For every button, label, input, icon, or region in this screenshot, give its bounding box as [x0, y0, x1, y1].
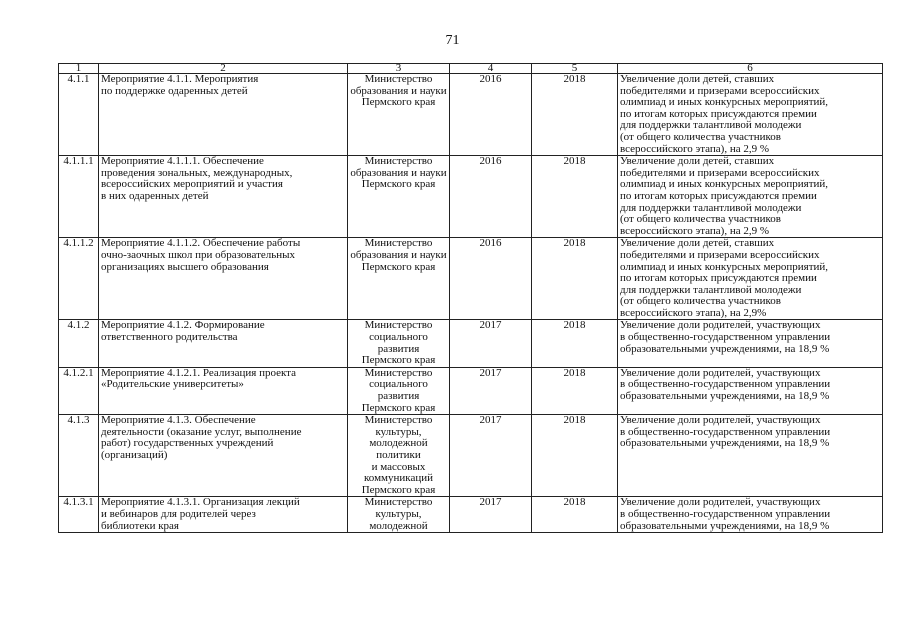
result-text-line: Увеличение доли детей, ставших — [620, 237, 775, 250]
executor-cell — [348, 367, 450, 414]
result-cell — [618, 367, 883, 414]
result-text-line: для поддержки талантливой молодежи — [620, 201, 802, 214]
table-row — [59, 497, 883, 533]
event-text-line: «Родительские университеты» — [101, 378, 244, 391]
column-header: 5 — [532, 64, 618, 74]
result-text-line: Увеличение доли родителей, участвующих — [620, 414, 821, 427]
executor-text-line: политики — [376, 449, 421, 461]
executor-text-line: молодежной — [369, 437, 428, 450]
event-text-line: библиотеки края — [101, 519, 179, 532]
executor-text-line: социального — [369, 331, 428, 344]
result-text-line: всероссийского этапа), на 2,9 % — [620, 224, 770, 237]
executor-cell — [348, 156, 450, 238]
result-text-line: образовательными учреждениями, на 18,9 % — [620, 437, 830, 450]
event-text-line: и вебинаров для родителей через — [101, 507, 256, 520]
executor-cell — [348, 74, 450, 156]
event-cell — [99, 156, 348, 238]
page-bottom-margin — [0, 597, 905, 640]
event-cell — [99, 367, 348, 414]
executor-text-line: Пермского края — [361, 96, 436, 109]
result-text-line: в общественно-государственном управлении — [620, 425, 831, 438]
executor-text-line: коммуникаций — [364, 472, 433, 485]
event-text-line: Мероприятие 4.1.3. Обеспечение — [101, 414, 256, 427]
result-text-line: победителями и призерами всероссийских — [620, 248, 820, 261]
event-text-line: ответственного родительства — [101, 331, 238, 344]
executor-cell — [348, 320, 450, 367]
table-row — [59, 320, 883, 367]
result-text-line: (от общего количества участников — [620, 130, 781, 143]
end-year: 2018 — [532, 238, 618, 320]
start-year: 2017 — [450, 367, 532, 414]
event-text-line: деятельности (оказание услуг, выполнение — [101, 425, 302, 438]
program-table — [58, 63, 883, 533]
table-row — [59, 415, 883, 497]
end-year: 2018 — [532, 74, 618, 156]
start-year: 2017 — [450, 415, 532, 497]
executor-cell — [348, 415, 450, 497]
table-body — [59, 64, 883, 533]
result-text-line: по итогам которых присуждаются премии — [620, 272, 817, 285]
executor-text-line: Министерство — [364, 414, 433, 427]
event-cell — [99, 238, 348, 320]
result-text-line: победителями и призерами всероссийских — [620, 84, 820, 97]
column-header: 1 — [59, 64, 99, 74]
result-text-line: Увеличение доли детей, ставших — [620, 155, 775, 168]
event-text-line: очно-заочных школ при образовательных — [101, 248, 296, 261]
executor-text-line: культуры, — [375, 425, 422, 438]
end-year: 2018 — [532, 415, 618, 497]
event-text-line: Мероприятие 4.1.1.2. Обеспечение работы — [101, 237, 301, 250]
result-text-line: всероссийского этапа), на 2,9% — [620, 306, 767, 319]
executor-text-line: образования и науки — [350, 248, 447, 261]
result-text-line: олимпиад и иных конкурсных мероприятий, — [620, 178, 829, 191]
result-cell — [618, 320, 883, 367]
executor-text-line: социального — [369, 378, 428, 391]
executor-text-line: Министерство — [364, 319, 433, 332]
executor-text-line: образования и науки — [350, 166, 447, 179]
result-text-line: олимпиад и иных конкурсных мероприятий, — [620, 260, 829, 273]
executor-text-line: Министерство — [364, 237, 433, 250]
result-cell — [618, 497, 883, 533]
start-year: 2017 — [450, 497, 532, 533]
page-number: 71 — [445, 33, 460, 48]
executor-text-line: Пермского края — [361, 354, 436, 367]
executor-text-line: Министерство — [364, 73, 433, 85]
executor-text-line: образования и науки — [350, 84, 447, 97]
result-text-line: по итогам которых присуждаются премии — [620, 107, 817, 120]
executor-text-line: Пермского края — [361, 401, 436, 414]
executor-cell — [348, 497, 450, 533]
row-code: 4.1.3.1 — [59, 497, 99, 533]
start-year: 2016 — [450, 74, 532, 156]
result-text-line: (от общего количества участников — [620, 295, 781, 308]
end-year: 2018 — [532, 367, 618, 414]
column-header: 2 — [99, 64, 348, 74]
event-text-line: Мероприятие 4.1.3.1. Организация лекций — [101, 496, 300, 509]
result-text-line: в общественно-государственном управлении — [620, 507, 831, 520]
table-row — [59, 238, 883, 320]
result-text-line: по итогам которых присуждаются премии — [620, 189, 817, 202]
event-cell — [99, 74, 348, 156]
start-year: 2016 — [450, 238, 532, 320]
column-header: 6 — [618, 64, 883, 74]
event-text-line: всероссийских мероприятий и участия — [101, 178, 283, 191]
column-header: 3 — [348, 64, 450, 74]
row-code: 4.1.1.2 — [59, 238, 99, 320]
event-cell — [99, 497, 348, 533]
row-code: 4.1.1 — [59, 74, 99, 156]
event-text-line: организациях высшего образования — [101, 260, 269, 273]
event-text-line: в них одаренных детей — [101, 189, 209, 202]
result-text-line: для поддержки талантливой молодежи — [620, 283, 802, 296]
column-header-row — [59, 64, 883, 74]
event-text-line: проведения зональных, международных, — [101, 166, 293, 179]
result-text-line: образовательными учреждениями, на 18,9 % — [620, 390, 830, 403]
row-code: 4.1.2.1 — [59, 367, 99, 414]
executor-text-line: молодежной — [369, 519, 428, 532]
executor-text-line: и массовых — [371, 460, 426, 473]
executor-text-line: Министерство — [364, 496, 433, 509]
result-cell — [618, 156, 883, 238]
table-row — [59, 156, 883, 238]
event-text-line: по поддержке одаренных детей — [101, 84, 248, 97]
result-text-line: (от общего количества участников — [620, 213, 781, 226]
event-text-line: Мероприятие 4.1.1. Мероприятия — [101, 73, 259, 85]
end-year: 2018 — [532, 156, 618, 238]
event-text-line: Мероприятие 4.1.2.1. Реализация проекта — [101, 367, 297, 379]
end-year: 2018 — [532, 497, 618, 533]
table-row — [59, 367, 883, 414]
executor-text-line: Министерство — [364, 367, 433, 379]
result-text-line: Увеличение доли родителей, участвующих — [620, 367, 821, 379]
event-text-line: Мероприятие 4.1.1.1. Обеспечение — [101, 155, 264, 168]
event-text-line: Мероприятие 4.1.2. Формирование — [101, 319, 265, 332]
row-code: 4.1.2 — [59, 320, 99, 367]
end-year: 2018 — [532, 320, 618, 367]
start-year: 2017 — [450, 320, 532, 367]
executor-text-line: Пермского края — [361, 260, 436, 273]
result-cell — [618, 415, 883, 497]
executor-text-line: Пермского края — [361, 483, 436, 496]
event-cell — [99, 415, 348, 497]
executor-text-line: Министерство — [364, 155, 433, 168]
result-text-line: образовательными учреждениями, на 18,9 % — [620, 519, 830, 532]
event-text-line: работ) государственных учреждений — [101, 437, 274, 450]
result-text-line: в общественно-государственном управлении — [620, 378, 831, 391]
executor-text-line: Пермского края — [361, 178, 436, 191]
event-text-line: (организаций) — [101, 449, 168, 461]
result-text-line: Увеличение доли родителей, участвующих — [620, 496, 821, 509]
result-text-line: победителями и призерами всероссийских — [620, 166, 820, 179]
column-header: 4 — [450, 64, 532, 74]
row-code: 4.1.3 — [59, 415, 99, 497]
result-text-line: образовательными учреждениями, на 18,9 % — [620, 342, 830, 355]
result-text-line: в общественно-государственном управлении — [620, 331, 831, 344]
event-cell — [99, 320, 348, 367]
result-cell — [618, 238, 883, 320]
executor-text-line: развития — [377, 390, 420, 403]
result-text-line: для поддержки талантливой молодежи — [620, 119, 802, 132]
start-year: 2016 — [450, 156, 532, 238]
result-text-line: всероссийского этапа), на 2,9 % — [620, 142, 770, 155]
result-text-line: олимпиад и иных конкурсных мероприятий, — [620, 96, 829, 109]
executor-text-line: культуры, — [375, 507, 422, 520]
executor-text-line: развития — [377, 342, 420, 355]
result-text-line: Увеличение доли детей, ставших — [620, 73, 775, 85]
executor-cell — [348, 238, 450, 320]
table-row — [59, 74, 883, 156]
row-code: 4.1.1.1 — [59, 156, 99, 238]
result-text-line: Увеличение доли родителей, участвующих — [620, 319, 821, 332]
result-cell — [618, 74, 883, 156]
